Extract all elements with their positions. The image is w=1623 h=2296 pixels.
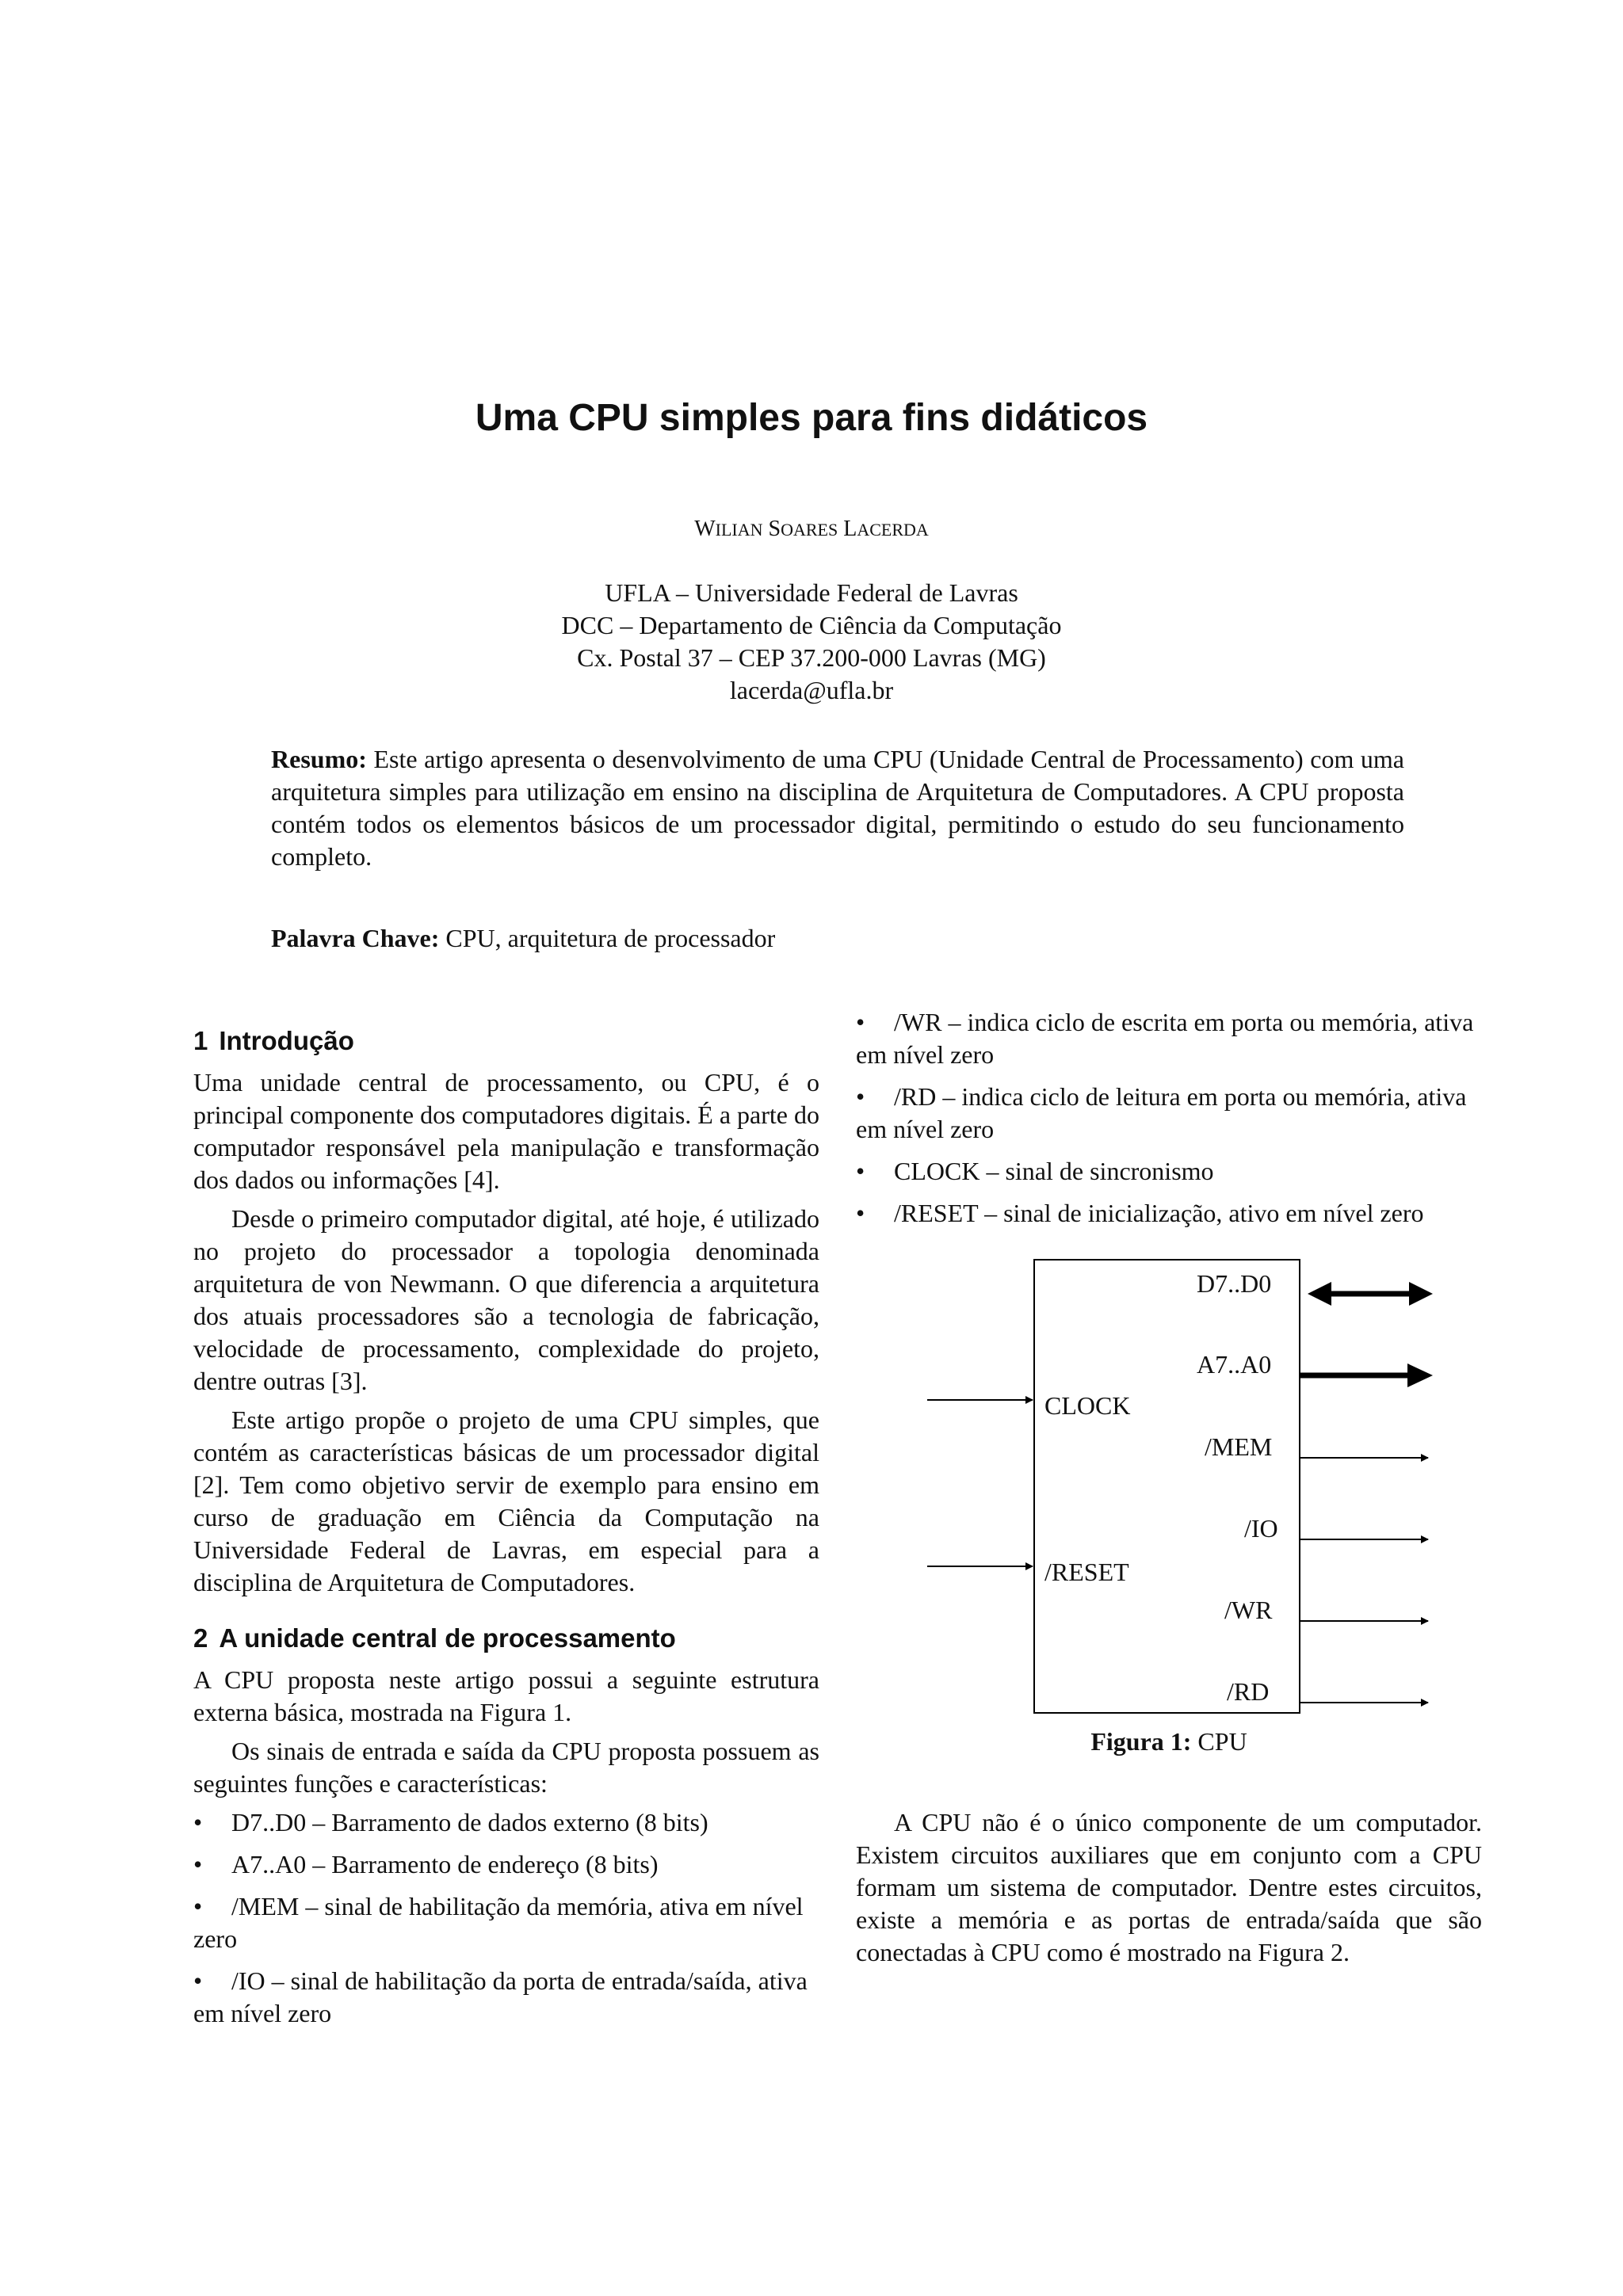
author-name: WILIAN SOARES LACERDA (694, 517, 929, 541)
label-mem: /MEM (1205, 1432, 1273, 1461)
figure-caption-text: CPU (1197, 1727, 1247, 1756)
cpu-diagram-svg (903, 1252, 1490, 1743)
section-1-paragraph: Desde o primeiro computador digital, até hoje, é utilizado no projeto do processador a topologia denominada arquitetura de von Newmann. O que diferencia a arquitetura dos atuais processadores são a tecnologia de fabricação, velocidade de processamento, complexidade do projeto, dentre outras [3]. (193, 1204, 819, 1395)
right-column (856, 1006, 1482, 1239)
section-2-heading: 2 A unidade central de processamento (193, 1623, 676, 1653)
list-item: • D7..D0 – Barramento de dados externo (8 bits) (193, 1808, 708, 1836)
list-item: • CLOCK – sinal de sincronismo (856, 1157, 1214, 1185)
signal-list (193, 1806, 819, 2030)
keywords-label: Palavra Chave: (271, 924, 440, 952)
label-io: /IO (1244, 1514, 1278, 1543)
section-1-heading: 1 Introdução (193, 1026, 354, 1055)
cpu-box (1034, 1260, 1300, 1713)
list-item: • /MEM – sinal de habilitação da memória, ativa em nível zero (193, 1892, 804, 1953)
affiliation-address: Cx. Postal 37 – CEP 37.200-000 Lavras (MG) (577, 643, 1046, 672)
list-item: • /RESET – sinal de inicialização, ativo em nível zero (856, 1199, 1424, 1227)
list-item: • /WR – indica ciclo de escrita em porta ou memória, ativa em nível zero (856, 1008, 1474, 1069)
abstract-text: Este artigo apresenta o desenvolvimento de uma CPU (Unidade Central de Processamento) com uma arquitetura simples para utilização em ensino na disciplina de Arquitetura de Computadores. A CPU proposta contém todos os elementos básicos de um processador digital, permitindo o estudo do seu funcionamento completo. (271, 745, 1405, 871)
list-item: • /IO – sinal de habilitação da porta de entrada/saída, ativa em nível zero (193, 1966, 808, 2027)
section-1-paragraph: Este artigo propõe o projeto de uma CPU simples, que contém as características básicas de um processador digital [2]. Tem como objetivo servir de exemplo para ensino em curso de graduação em Ciência da Computação na Universidade Federal de Lavras, em especial para a disciplina de Arquitetura de Computadores. (193, 1405, 819, 1596)
keywords-text: CPU, arquitetura de processador (445, 924, 776, 952)
section-2-paragraph: A CPU não é o único componente de um computador. Existem circuitos auxiliares que em conjunto com a CPU formam um sistema de computador. Dentre estes circuitos, existe a memória e as portas de entrada/saída que são conectadas à CPU como é mostrado na Figura 2. (856, 1808, 1482, 1966)
affiliation-department: DCC – Departamento de Ciência da Computação (561, 611, 1062, 639)
cpu-block-diagram (903, 1252, 1490, 1743)
label-wr: /WR (1224, 1596, 1273, 1624)
list-item: • /RD – indica ciclo de leitura em porta ou memória, ativa em nível zero (856, 1082, 1467, 1143)
affiliation-email: lacerda@ufla.br (729, 676, 894, 704)
figure-caption (856, 1727, 1482, 1756)
abstract-label: Resumo: (271, 745, 367, 773)
right-column-after-figure (856, 1806, 1482, 1975)
paper-title: Uma CPU simples para fins didáticos (475, 397, 1148, 439)
abstract (271, 743, 1404, 873)
left-column (193, 1024, 819, 2039)
affiliation-block (0, 577, 1623, 707)
figure-caption-label: Figura 1: (1090, 1727, 1192, 1756)
affiliation-university: UFLA – Universidade Federal de Lavras (605, 578, 1018, 607)
label-clock: CLOCK (1044, 1391, 1131, 1420)
label-rd: /RD (1227, 1677, 1270, 1706)
signal-list-continued (856, 1006, 1482, 1230)
list-item: • A7..A0 – Barramento de endereço (8 bits) (193, 1850, 659, 1878)
address-bus-arrow (1300, 1363, 1433, 1387)
section-1-paragraph: Uma unidade central de processamento, ou CPU, é o principal componente dos computadores digitais. É a parte do computador responsável pela manipulação e transformação dos dados ou informações [4]. (193, 1068, 819, 1194)
label-d7-d0: D7..D0 (1197, 1269, 1272, 1298)
section-2-paragraph: Os sinais de entrada e saída da CPU proposta possuem as seguintes funções e características: (193, 1737, 819, 1798)
data-bus-arrow (1308, 1282, 1433, 1306)
label-a7-a0: A7..A0 (1197, 1350, 1272, 1379)
label-reset: /RESET (1044, 1558, 1129, 1586)
section-2-paragraph: A CPU proposta neste artigo possui a seguinte estrutura externa básica, mostrada na Figura 1. (193, 1665, 819, 1726)
keywords (271, 924, 1404, 953)
